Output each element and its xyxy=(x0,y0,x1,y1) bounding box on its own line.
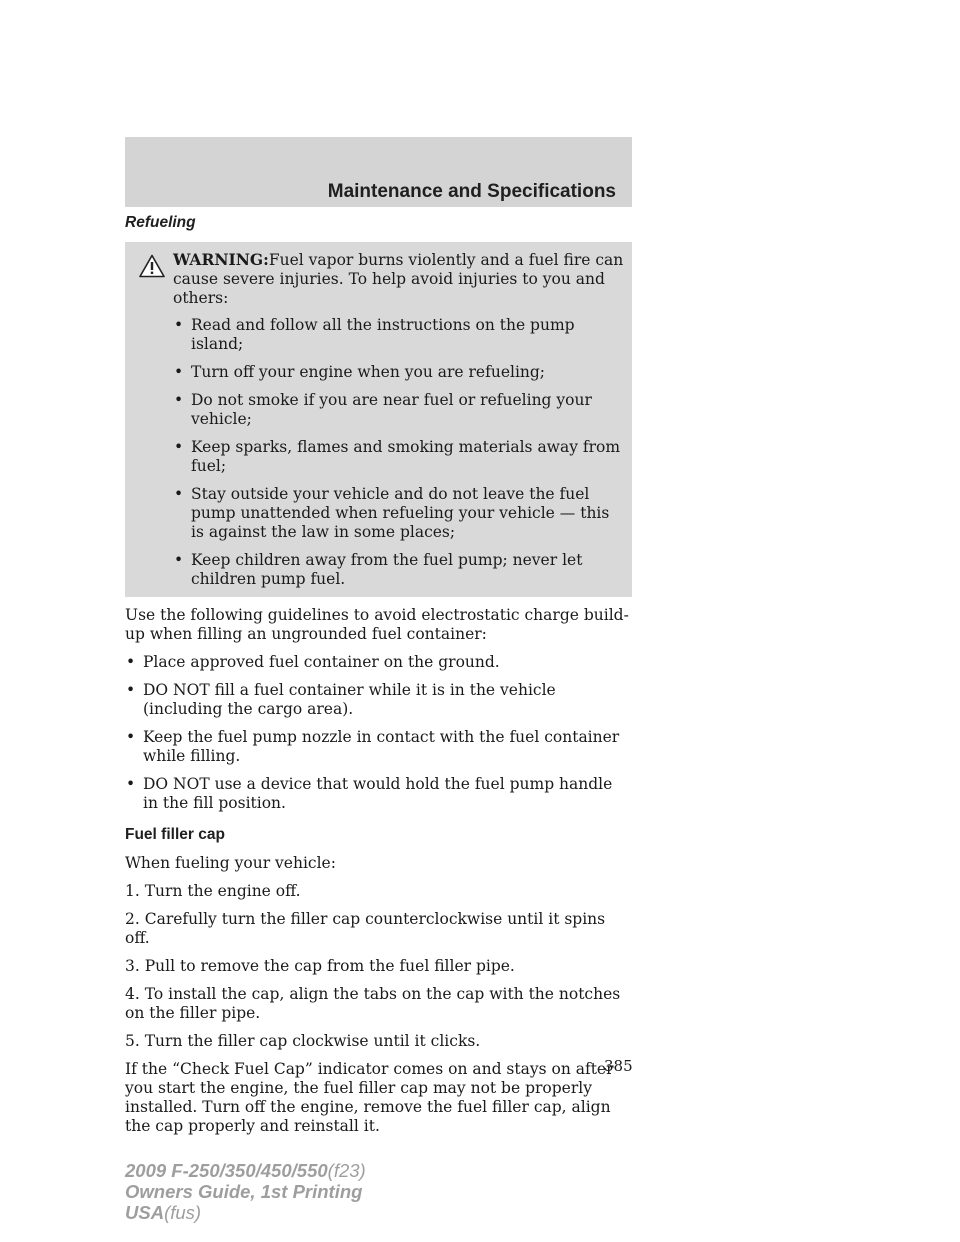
step-item: 4. To install the cap, align the tabs on the cap with the notches on the filler pipe. xyxy=(125,985,621,1022)
list-item: • Read and follow all the instructions on the pump island; xyxy=(174,316,575,353)
list-item: • Stay outside your vehicle and do not leave the fuel pump unattended when refueling your vehicle — this is against the law in some places; xyxy=(174,485,610,541)
bullet-icon: • xyxy=(174,438,184,456)
footer-model-line: 2009 F-250/350/450/550(f23) xyxy=(125,1160,366,1181)
footer-guide-line: Owners Guide, 1st Printing xyxy=(125,1181,363,1202)
list-item: • Place approved fuel container on the ground. xyxy=(126,653,500,671)
bullet-icon: • xyxy=(174,485,184,503)
check-fuel-cap-note: If the “Check Fuel Cap” indicator comes on and stays on after you start the engine, the fuel filler cap may not be properly installed. Turn off the engine, remove the fuel filler cap, align the cap properly and reinstall it. xyxy=(125,1060,614,1135)
footer xyxy=(125,1160,366,1223)
list-item: • DO NOT fill a fuel container while it is in the vehicle (including the cargo area). xyxy=(126,681,556,718)
filler-cap-steps xyxy=(125,882,632,1051)
section-title-refueling: Refueling xyxy=(125,214,196,231)
header-band xyxy=(125,137,632,207)
footer-region-line: USA(fus) xyxy=(125,1202,202,1223)
bullet-icon: • xyxy=(126,728,136,746)
warning-text xyxy=(173,250,626,308)
warning-body: Fuel vapor burns violently and a fuel fire can cause severe injuries. To help avoid injuries to you and others: xyxy=(173,251,624,307)
page-content xyxy=(125,213,632,1145)
step-item: 1. Turn the engine off. xyxy=(125,882,301,900)
warning-box xyxy=(125,242,632,597)
bullet-icon: • xyxy=(126,775,136,793)
warning-label: WARNING: xyxy=(173,250,269,269)
step-item: 5. Turn the filler cap clockwise until it clicks. xyxy=(125,1032,481,1050)
list-item: • Keep the fuel pump nozzle in contact with the fuel container while filling. xyxy=(126,728,620,765)
list-item: • Do not smoke if you are near fuel or refueling your vehicle; xyxy=(174,391,592,428)
list-item: • Keep children away from the fuel pump; never let children pump fuel. xyxy=(174,551,583,588)
bullet-icon: • xyxy=(174,316,184,334)
page-number: 385 xyxy=(604,1057,633,1075)
bullet-icon: • xyxy=(126,681,136,699)
bullet-icon: • xyxy=(174,363,184,381)
bullet-icon: • xyxy=(126,653,136,671)
filler-cap-intro: When fueling your vehicle: xyxy=(125,854,336,872)
list-item: • Turn off your engine when you are refueling; xyxy=(174,363,546,381)
section-title-fuel-filler-cap: Fuel filler cap xyxy=(125,826,225,843)
step-item: 3. Pull to remove the cap from the fuel filler pipe. xyxy=(125,957,515,975)
bullet-icon: • xyxy=(174,551,184,569)
page-header-title: Maintenance and Specifications xyxy=(327,181,616,202)
electrostatic-intro: Use the following guidelines to avoid electrostatic charge build-up when filling an ungrounded fuel container: xyxy=(125,606,629,643)
list-item: • Keep sparks, flames and smoking materials away from fuel; xyxy=(174,438,621,475)
warning-triangle-icon xyxy=(139,254,165,278)
list-item: • DO NOT use a device that would hold the fuel pump handle in the fill position. xyxy=(126,775,613,812)
bullet-icon: • xyxy=(174,391,184,409)
electrostatic-list xyxy=(125,653,632,813)
step-item: 2. Carefully turn the filler cap counterclockwise until it spins off. xyxy=(125,910,606,947)
warning-list xyxy=(173,316,626,589)
